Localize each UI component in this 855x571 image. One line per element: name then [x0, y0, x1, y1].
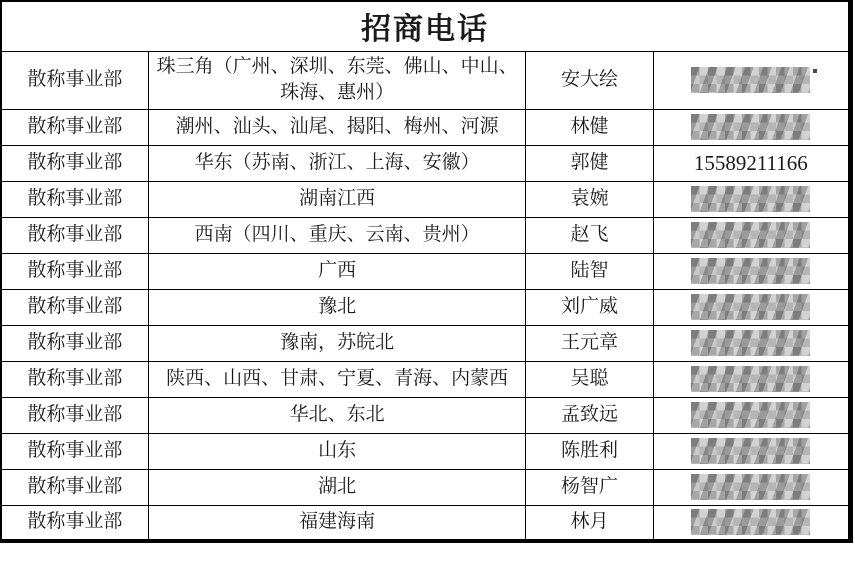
page-title: 招商电话 [1, 1, 851, 51]
redacted-phone-block [691, 474, 810, 500]
department-cell: 散称事业部 [1, 361, 148, 397]
contact-name-cell: 赵飞 [526, 217, 653, 253]
region-cell: 西南（四川、重庆、云南、贵州） [148, 217, 526, 253]
region-cell: 华北、东北 [148, 397, 526, 433]
region-cell: 陕西、山西、甘肃、宁夏、青海、内蒙西 [148, 361, 526, 397]
table-row [1, 325, 851, 361]
phone-cell [653, 109, 850, 145]
redacted-phone-block [691, 330, 810, 356]
table-row [1, 253, 851, 289]
redacted-phone-block [691, 438, 810, 464]
department-cell: 散称事业部 [1, 181, 148, 217]
region-cell: 湖南江西 [148, 181, 526, 217]
redacted-phone-block [691, 186, 810, 212]
region-cell: 广西 [148, 253, 526, 289]
phone-cell [653, 433, 850, 469]
department-cell: 散称事业部 [1, 253, 148, 289]
region-cell: 山东 [148, 433, 526, 469]
contact-name-cell: 安大绘 [526, 51, 653, 109]
phone-cell [653, 361, 850, 397]
redacted-phone-block [691, 67, 810, 93]
redacted-phone-block [691, 222, 810, 248]
redacted-phone-block [691, 509, 810, 535]
table-row [1, 145, 851, 181]
department-cell: 散称事业部 [1, 51, 148, 109]
department-cell: 散称事业部 [1, 397, 148, 433]
phone-cell [653, 217, 850, 253]
redacted-phone-block [691, 294, 810, 320]
phone-cell [653, 253, 850, 289]
department-cell: 散称事业部 [1, 109, 148, 145]
contact-name-cell: 王元章 [526, 325, 653, 361]
department-cell: 散称事业部 [1, 505, 148, 541]
redacted-phone-block [691, 114, 810, 140]
table-row [1, 289, 851, 325]
table-row [1, 109, 851, 145]
contact-name-cell: 杨智广 [526, 469, 653, 505]
contact-name-cell: 刘广威 [526, 289, 653, 325]
contact-name-cell: 陆智 [526, 253, 653, 289]
phone-cell [653, 505, 850, 541]
region-cell: 华东（苏南、浙江、上海、安徽） [148, 145, 526, 181]
department-cell: 散称事业部 [1, 469, 148, 505]
phone-cell [653, 397, 850, 433]
table-title-row [1, 1, 851, 51]
table-row [1, 51, 851, 109]
redacted-phone-block [691, 258, 810, 284]
table-row [1, 469, 851, 505]
table-row [1, 217, 851, 253]
region-cell: 豫南，苏皖北 [148, 325, 526, 361]
contact-name-cell: 林健 [526, 109, 653, 145]
phone-cell [653, 469, 850, 505]
phone-cell [653, 325, 850, 361]
region-cell: 潮州、汕头、汕尾、揭阳、梅州、河源 [148, 109, 526, 145]
contact-name-cell: 吴聪 [526, 361, 653, 397]
department-cell: 散称事业部 [1, 289, 148, 325]
department-cell: 散称事业部 [1, 145, 148, 181]
department-cell: 散称事业部 [1, 217, 148, 253]
contact-name-cell: 郭健 [526, 145, 653, 181]
contact-name-cell: 孟致远 [526, 397, 653, 433]
contact-name-cell: 袁婉 [526, 181, 653, 217]
region-cell: 湖北 [148, 469, 526, 505]
region-cell: 珠三角（广州、深圳、东莞、佛山、中山、珠海、惠州） [148, 51, 526, 109]
phone-number: 15589211166 [653, 145, 850, 181]
phone-cell [653, 51, 850, 109]
redacted-phone-block [691, 366, 810, 392]
region-cell: 豫北 [148, 289, 526, 325]
department-cell: 散称事业部 [1, 433, 148, 469]
phone-cell [653, 181, 850, 217]
redacted-phone-block [691, 402, 810, 428]
department-cell: 散称事业部 [1, 325, 148, 361]
table-row [1, 433, 851, 469]
table-row [1, 361, 851, 397]
contact-name-cell: 林月 [526, 505, 653, 541]
contact-name-cell: 陈胜利 [526, 433, 653, 469]
region-cell: 福建海南 [148, 505, 526, 541]
table-row [1, 505, 851, 541]
phone-cell [653, 289, 850, 325]
table-row [1, 181, 851, 217]
table-row [1, 397, 851, 433]
